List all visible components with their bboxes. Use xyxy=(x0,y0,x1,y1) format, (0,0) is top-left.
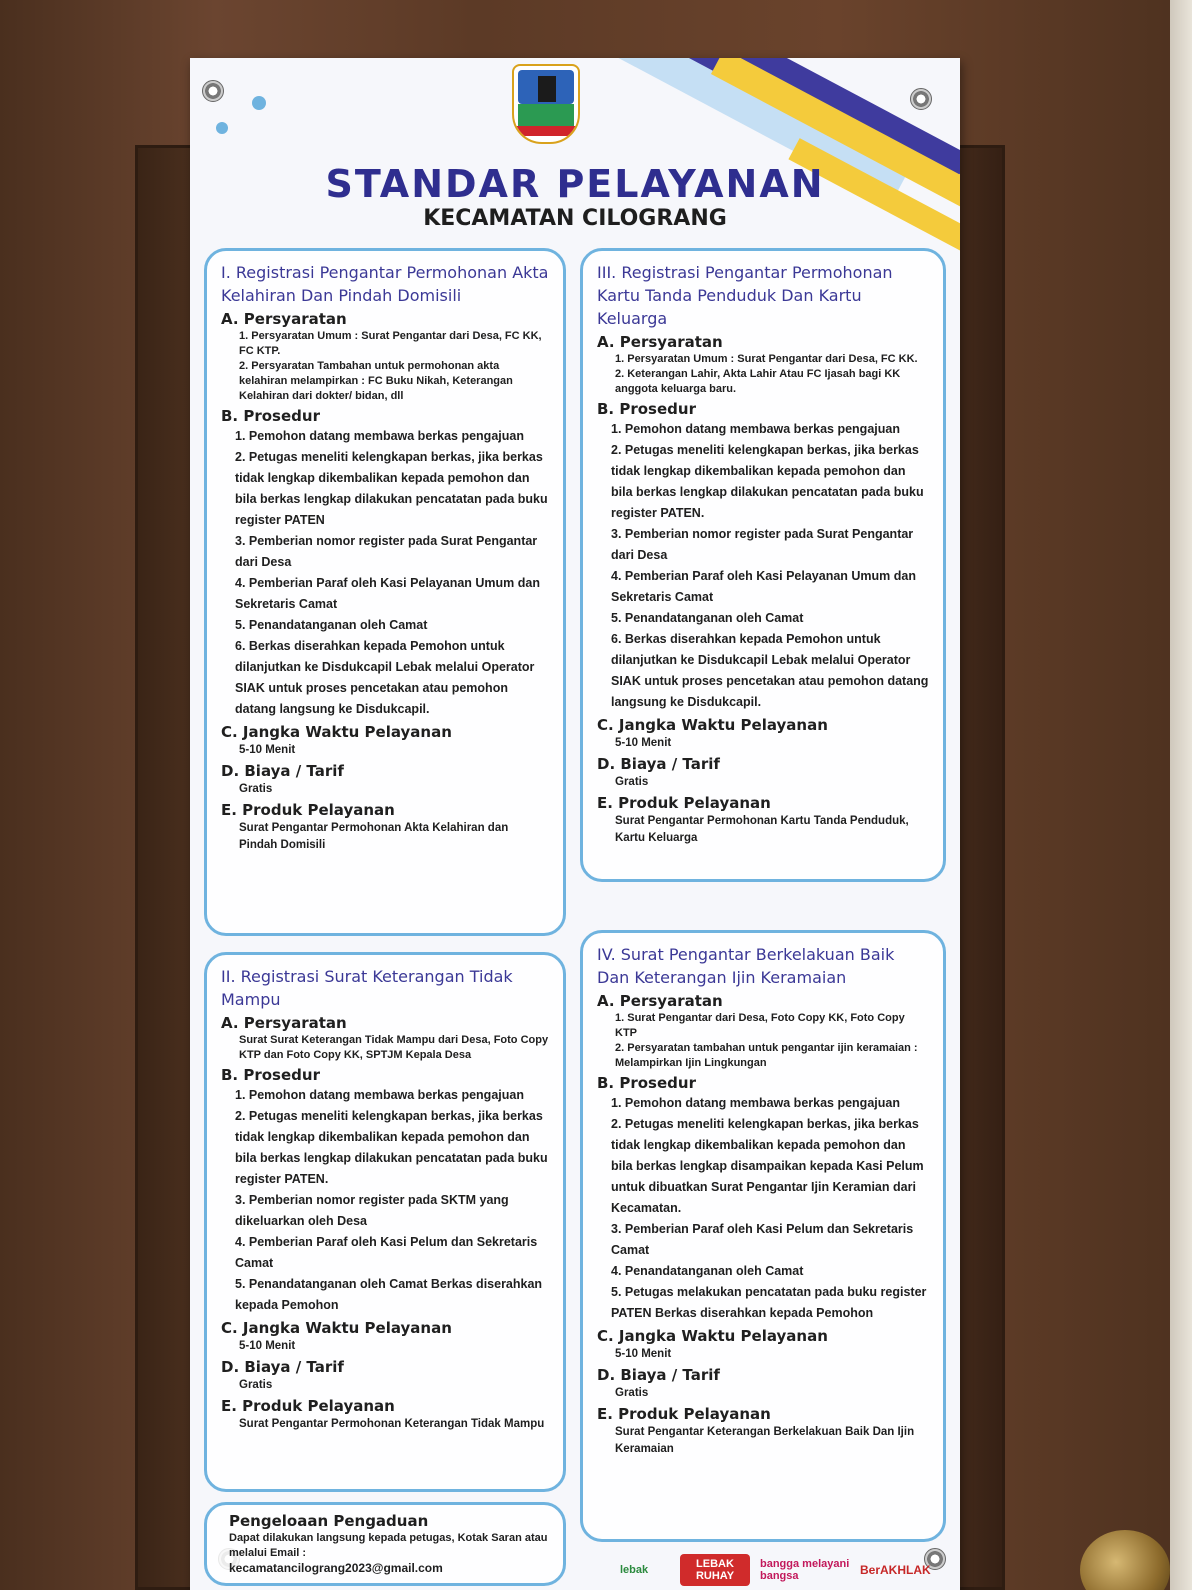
section-1-duration: 5-10 Menit xyxy=(239,744,296,756)
list-item: 2. Petugas meneliti kelengkapan berkas, jika berkas tidak lengkap dikembalikan kepada pemohon dan bila berkas lengkap dilakukan pencatatan pada buku register PATEN. xyxy=(611,443,924,520)
complaint-heading: Pengeloaan Pengaduan xyxy=(229,1512,429,1530)
list-item: 3. Pemberian Paraf oleh Kasi Pelum dan Sekretaris Camat xyxy=(611,1222,914,1257)
complaint-box xyxy=(204,1502,566,1586)
section-1-requirements-label: A. Persyaratan xyxy=(221,310,347,328)
list-item: 2. Persyaratan tambahan untuk pengantar ijin keramaian : Melampirkan Ijin Lingkungan xyxy=(615,1042,918,1069)
section-4-duration-label: C. Jangka Waktu Pelayanan xyxy=(597,1327,828,1345)
list-item: 3. Pemberian nomor register pada Surat Pengantar dari Desa xyxy=(235,534,538,569)
list-item: 5. Penandatanganan oleh Camat Berkas diserahkan kepada Pemohon xyxy=(235,1277,543,1312)
section-4-duration: 5-10 Menit xyxy=(615,1348,672,1360)
list-item: 1. Pemohon datang membawa berkas pengajuan xyxy=(611,422,900,436)
list-item: Surat Surat Keterangan Tidak Mampu dari Desa, Foto Copy KTP dan Foto Copy KK, SPTJM Kepala Desa xyxy=(239,1034,549,1061)
list-item: 2. Keterangan Lahir, Akta Lahir Atau FC Ijasah bagi KK anggota keluarga baru. xyxy=(615,368,901,395)
district-emblem xyxy=(512,64,580,144)
section-3-requirements-label: A. Persyaratan xyxy=(597,333,723,351)
section-3-box xyxy=(580,248,946,882)
bangga-melayani-logo: bangga melayani bangsa xyxy=(760,1558,850,1582)
section-1-procedure-label: B. Prosedur xyxy=(221,407,320,425)
section-4-requirements-label: A. Persyaratan xyxy=(597,992,723,1010)
door-edge xyxy=(1170,0,1192,1590)
list-item: 6. Berkas diserahkan kepada Pemohon untuk dilanjutkan ke Disdukcapil Lebak melalui Operator SIAK untuk proses pencetakan atau pemohon datang langsung ke Disdukcapil. xyxy=(235,639,535,716)
lebak-logo: lebak xyxy=(620,1564,649,1576)
list-item: 1. Pemohon datang membawa berkas pengajuan xyxy=(235,1088,524,1102)
footer-logos xyxy=(620,1550,960,1590)
section-2-product-label: E. Produk Pelayanan xyxy=(221,1397,395,1415)
list-item: 2. Persyaratan Tambahan untuk permohonan akta kelahiran melampirkan : FC Buku Nikah, Keterangan Kelahiran dari dokter/ bidan, dll xyxy=(239,360,513,402)
list-item: 1. Persyaratan Umum : Surat Pengantar dari Desa, FC KK. xyxy=(615,353,918,365)
list-item: 4. Pemberian Paraf oleh Kasi Pelayanan Umum dan Sekretaris Camat xyxy=(235,576,540,611)
section-2-fee: Gratis xyxy=(239,1379,273,1391)
list-item: 1. Pemohon datang membawa berkas pengajuan xyxy=(235,429,524,443)
list-item: 1. Surat Pengantar dari Desa, Foto Copy KK, Foto Copy KTP xyxy=(615,1012,905,1039)
section-1-fee: Gratis xyxy=(239,783,273,795)
list-item: 6. Berkas diserahkan kepada Pemohon untuk dilanjutkan ke Disdukcapil Lebak melalui Operator SIAK untuk proses pencetakan atau pemohon datang langsung ke Disdukcapil. xyxy=(611,632,929,709)
section-4-box xyxy=(580,930,946,1542)
decor-dot xyxy=(216,122,228,134)
section-4-product-label: E. Produk Pelayanan xyxy=(597,1405,771,1423)
banner-title: STANDAR PELAYANAN xyxy=(325,162,825,206)
section-2-procedure-label: B. Prosedur xyxy=(221,1066,320,1084)
section-2-requirements-label: A. Persyaratan xyxy=(221,1014,347,1032)
list-item: 4. Pemberian Paraf oleh Kasi Pelayanan Umum dan Sekretaris Camat xyxy=(611,569,916,604)
section-3-fee: Gratis xyxy=(615,776,649,788)
list-item: 5. Penandatanganan oleh Camat xyxy=(611,611,804,625)
section-3-product: Surat Pengantar Permohonan Kartu Tanda Penduduk, Kartu Keluarga xyxy=(615,815,909,844)
section-1-duration-label: C. Jangka Waktu Pelayanan xyxy=(221,723,452,741)
decor-dot xyxy=(252,96,266,110)
section-1-product-label: E. Produk Pelayanan xyxy=(221,801,395,819)
list-item: 2. Petugas meneliti kelengkapan berkas, jika berkas tidak lengkap dikembalikan kepada pemohon dan bila berkas lengkap dilakukan pencatatan pada buku register PATEN xyxy=(235,450,548,527)
section-1-product: Surat Pengantar Permohonan Akta Kelahiran dan Pindah Domisili xyxy=(239,822,509,851)
section-3-duration: 5-10 Menit xyxy=(615,737,672,749)
berakhlak-logo: BerAKHLAK xyxy=(860,1563,931,1577)
grommet xyxy=(202,80,224,102)
section-2-duration: 5-10 Menit xyxy=(239,1340,296,1352)
section-4-fee-label: D. Biaya / Tarif xyxy=(597,1366,720,1384)
list-item: 2. Petugas meneliti kelengkapan berkas, jika berkas tidak lengkap dikembalikan kepada pemohon dan bila berkas lengkap dilakukan pencatatan pada buku register PATEN. xyxy=(235,1109,548,1186)
list-item: 4. Penandatanganan oleh Camat xyxy=(611,1264,804,1278)
list-item: 2. Petugas meneliti kelengkapan berkas, jika berkas tidak lengkap dikembalikan kepada pemohon dan bila berkas lengkap disampaikan kepada Kasi Pelum untuk dibuatkan Surat Pengantar Ijin Keramian dari Kecamatan. xyxy=(611,1117,924,1215)
complaint-text: Dapat dilakukan langsung kepada petugas, Kotak Saran atau melalui Email : xyxy=(229,1532,548,1559)
list-item: 1. Persyaratan Umum : Surat Pengantar dari Desa, FC KK, FC KTP. xyxy=(239,330,542,357)
grommet xyxy=(910,88,932,110)
section-3-product-label: E. Produk Pelayanan xyxy=(597,794,771,812)
service-standard-banner xyxy=(190,58,960,1590)
section-1-heading: I. Registrasi Pengantar Permohonan Akta Kelahiran Dan Pindah Domisili xyxy=(221,263,549,305)
section-2-product: Surat Pengantar Permohonan Keterangan Tidak Mampu xyxy=(239,1418,545,1430)
section-2-duration-label: C. Jangka Waktu Pelayanan xyxy=(221,1319,452,1337)
section-3-procedure-label: B. Prosedur xyxy=(597,400,696,418)
section-3-fee-label: D. Biaya / Tarif xyxy=(597,755,720,773)
list-item: 3. Pemberian nomor register pada Surat Pengantar dari Desa xyxy=(611,527,914,562)
section-4-procedure-label: B. Prosedur xyxy=(597,1074,696,1092)
section-2-fee-label: D. Biaya / Tarif xyxy=(221,1358,344,1376)
section-3-heading: III. Registrasi Pengantar Permohonan Kartu Tanda Penduduk Dan Kartu Keluarga xyxy=(597,263,893,328)
section-2-box xyxy=(204,952,566,1492)
section-4-product: Surat Pengantar Keterangan Berkelakuan Baik Dan Ijin Keramaian xyxy=(615,1426,915,1455)
banner-subtitle: KECAMATAN CILOGRANG xyxy=(423,206,727,231)
list-item: 5. Penandatanganan oleh Camat xyxy=(235,618,428,632)
list-item: 4. Pemberian Paraf oleh Kasi Pelum dan Sekretaris Camat xyxy=(235,1235,538,1270)
section-1-fee-label: D. Biaya / Tarif xyxy=(221,762,344,780)
list-item: 3. Pemberian nomor register pada SKTM yang dikeluarkan oleh Desa xyxy=(235,1193,509,1228)
section-2-heading: II. Registrasi Surat Keterangan Tidak Mampu xyxy=(221,967,513,1009)
section-4-heading: IV. Surat Pengantar Berkelakuan Baik Dan Keterangan Ijin Keramaian xyxy=(597,945,895,987)
lebak-ruhay-logo: LEBAK RUHAY xyxy=(680,1554,750,1586)
list-item: 1. Pemohon datang membawa berkas pengajuan xyxy=(611,1096,900,1110)
section-1-box xyxy=(204,248,566,936)
section-3-duration-label: C. Jangka Waktu Pelayanan xyxy=(597,716,828,734)
complaint-email: kecamatancilograng2023@gmail.com xyxy=(229,1561,443,1575)
list-item: 5. Petugas melakukan pencatatan pada buku register PATEN Berkas diserahkan kepada Pemohon xyxy=(611,1285,927,1320)
section-4-fee: Gratis xyxy=(615,1387,649,1399)
